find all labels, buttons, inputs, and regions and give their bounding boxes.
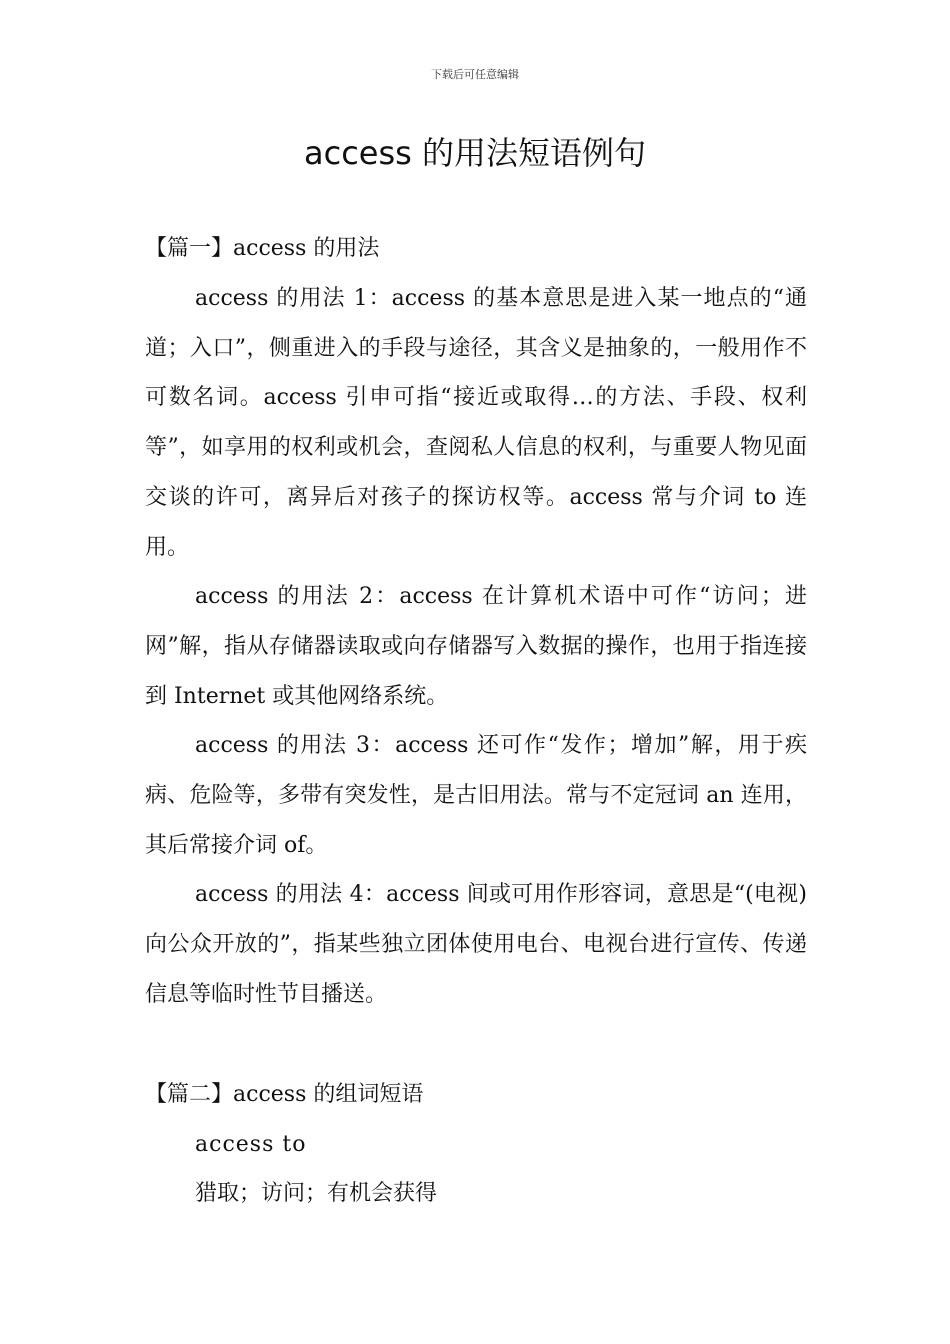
document-body — [145, 224, 807, 1219]
usage-paragraph-4: access 的用法 4：access 间或可用作形容词，意思是“(电视)向公众开放的”，指某些独立团体使用电台、电视台进行宣传、传递信息等临时性节目播送。 — [145, 882, 807, 1007]
document-title: access 的用法短语例句 — [303, 134, 646, 172]
usage-paragraph-1: access 的用法 1：access 的基本意思是进入某一地点的“通道；入口”，侧重进入的手段与途径，其含义是抽象的，一般用作不可数名词。access 引申可指“接近或取得…的方法、手段、权利等”，如享用的权利或机会，查阅私人信息的权利，与重要人物见面交谈的许可，离异后对孩子的探访权等。access 常与介词 to 连用。 — [145, 286, 807, 560]
usage-paragraph-2: access 的用法 2：access 在计算机术语中可作“访问；进网”解，指从存储器读取或向存储器写入数据的操作，也用于指连接到 Internet 或其他网络系统。 — [145, 584, 807, 709]
page-header-note: 下载后可任意编辑 — [431, 68, 519, 81]
phrase-english: access to — [195, 1131, 307, 1157]
usage-paragraph-3: access 的用法 3：access 还可作“发作；增加”解，用于疾病、危险等，多带有突发性，是古旧用法。常与不定冠词 an 连用，其后常接介词 of。 — [145, 733, 807, 858]
section-spacer — [145, 1020, 807, 1070]
section-two-heading: 【篇二】access 的组词短语 — [145, 1081, 424, 1107]
section-one-heading: 【篇一】access 的用法 — [145, 236, 380, 261]
phrase-chinese: 猎取；访问；有机会获得 — [195, 1181, 438, 1207]
